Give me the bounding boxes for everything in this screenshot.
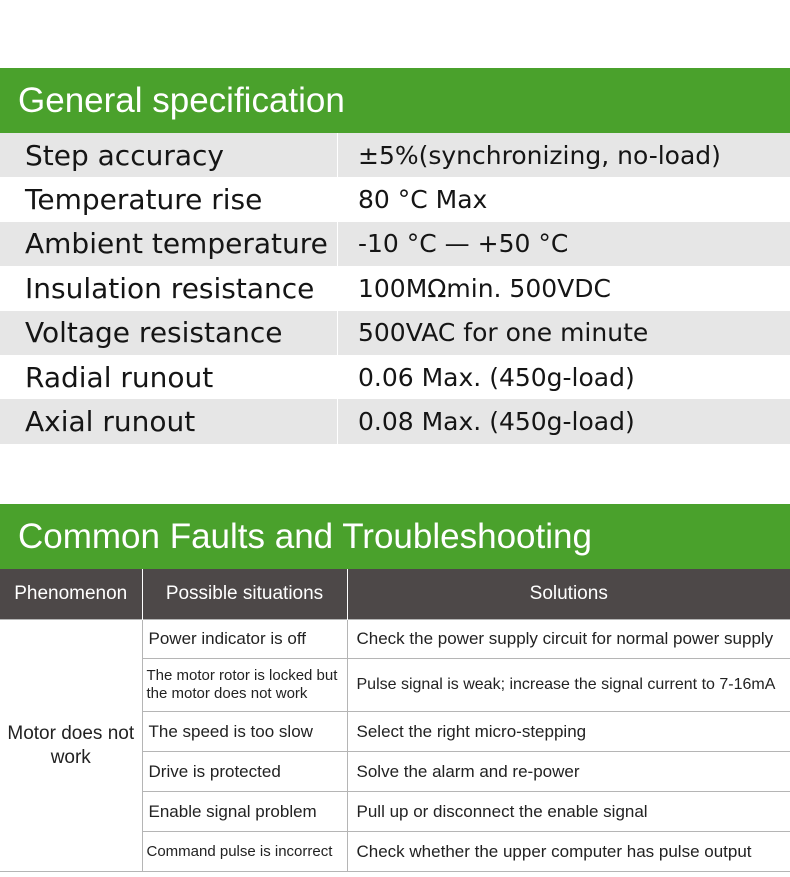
spec-row bbox=[0, 355, 790, 399]
spec-value: 500VAC for one minute bbox=[358, 318, 649, 348]
spec-value: 0.06 Max. (450g-load) bbox=[358, 362, 635, 392]
spec-table bbox=[0, 133, 790, 444]
spec-value: 100MΩmin. 500VDC bbox=[358, 273, 611, 303]
spec-key: Temperature rise bbox=[25, 183, 263, 217]
solution-cell: Pulse signal is weak; increase the signal current to 7-16mA bbox=[347, 659, 790, 712]
faults-banner bbox=[0, 504, 790, 569]
table-row bbox=[0, 620, 790, 659]
spec-key: Axial runout bbox=[0, 399, 338, 443]
faults-header-row bbox=[0, 569, 790, 620]
situation-cell: The speed is too slow bbox=[142, 712, 347, 752]
situation-cell: Drive is protected bbox=[142, 752, 347, 792]
spec-row bbox=[0, 311, 790, 355]
spec-row bbox=[0, 399, 790, 443]
spec-value: -10 °C — +50 °C bbox=[358, 229, 569, 259]
spec-row bbox=[0, 266, 790, 310]
spec-value: 80 °C Max bbox=[358, 185, 488, 215]
header-phenomenon: Phenomenon bbox=[0, 569, 142, 620]
spec-key: Voltage resistance bbox=[0, 311, 338, 355]
faults-title: Common Faults and Troubleshooting bbox=[18, 516, 592, 556]
header-possible-situations: Possible situations bbox=[142, 569, 347, 620]
situation-cell: Power indicator is off bbox=[142, 620, 347, 659]
spec-value: 0.08 Max. (450g-load) bbox=[358, 407, 635, 437]
solution-cell: Check the power supply circuit for normal power supply bbox=[347, 620, 790, 659]
spec-key: Ambient temperature bbox=[0, 222, 338, 266]
spec-row bbox=[0, 177, 790, 221]
solution-cell: Select the right micro-stepping bbox=[347, 712, 790, 752]
phenomenon-cell: Motor does not work bbox=[0, 620, 142, 872]
faults-table bbox=[0, 569, 790, 872]
solution-cell: Pull up or disconnect the enable signal bbox=[347, 792, 790, 832]
general-specification-banner bbox=[0, 68, 790, 133]
general-specification-title: General specification bbox=[18, 80, 345, 120]
header-solutions: Solutions bbox=[347, 569, 790, 620]
situation-cell: Enable signal problem bbox=[142, 792, 347, 832]
spec-value: ±5%(synchronizing, no-load) bbox=[358, 140, 721, 170]
situation-cell: The motor rotor is locked but the motor does not work bbox=[142, 659, 347, 712]
solution-cell: Check whether the upper computer has pulse output bbox=[347, 832, 790, 872]
spec-row bbox=[0, 133, 790, 177]
spec-key: Step accuracy bbox=[0, 133, 338, 177]
spec-key: Radial runout bbox=[25, 360, 214, 394]
situation-cell: Command pulse is incorrect bbox=[142, 832, 347, 872]
spec-row bbox=[0, 222, 790, 266]
spec-key: Insulation resistance bbox=[25, 271, 315, 305]
solution-cell: Solve the alarm and re-power bbox=[347, 752, 790, 792]
